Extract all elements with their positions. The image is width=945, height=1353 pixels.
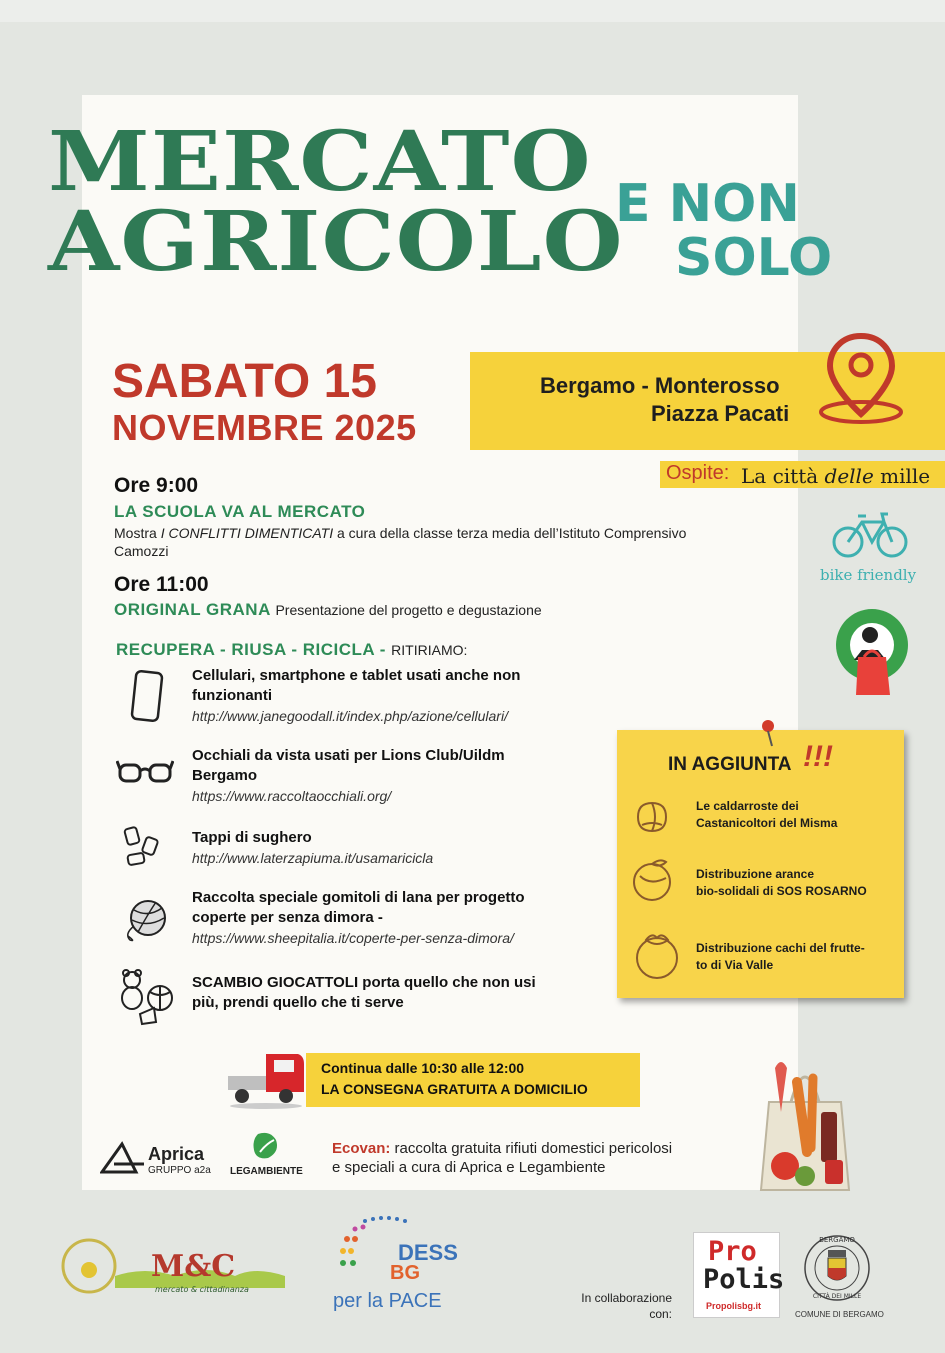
recycle-item-yarn: Raccolta speciale gomitoli di lana per progetto coperte per senza dimora - https://www.sheepitalia.it/coperte-per-senza-dimora/ (192, 889, 525, 946)
persimmon-icon (632, 928, 682, 982)
pushpin-icon (756, 718, 780, 748)
chestnut-icon (632, 797, 674, 835)
phones-link[interactable]: http://www.janegoodall.it/index.php/azione/cellulari/ (192, 708, 508, 724)
event-2-title: ORIGINAL GRANA (114, 600, 271, 619)
aggiunta-item-persimmons: Distribuzione cachi del frutte- to di Via Valle (696, 941, 865, 972)
time-2: Ore 11:00 (114, 573, 209, 596)
ecovan-text: Ecovan: raccolta gratuita rifiuti domestici pericolosi e speciali a cura di Aprica e Legambiente (332, 1140, 673, 1176)
propolis-pro: Pro (708, 1236, 757, 1267)
date-month-year: NOVEMBRE 2025 (112, 407, 417, 448)
title-e-non: E NON (615, 174, 800, 234)
delivery-title: LA CONSEGNA GRATUITA A DOMICILIO (321, 1081, 588, 1097)
smartphone-icon (130, 670, 164, 722)
time-1: Ore 9:00 (114, 474, 199, 497)
location-square: Piazza Pacati (651, 401, 790, 426)
event-1-title: LA SCUOLA VA AL MERCATO (114, 502, 366, 521)
delivery-truck-icon (224, 1046, 308, 1110)
citta-label: CITTÀ DEI MILLE (812, 1293, 862, 1300)
mec-sub: mercato & cittadinanza (155, 1285, 249, 1294)
legambiente-name: LEGAMBIENTE (230, 1166, 303, 1177)
location-city: Bergamo - Monterosso (540, 373, 780, 398)
cork-icon (120, 826, 166, 872)
propolis-url: Propolisbg.it (706, 1301, 761, 1311)
vegetables-bag-icon (755, 1042, 865, 1202)
recycle-item-phones: Cellulari, smartphone e tablet usati anche non funzionanti http://www.janegoodall.it/index.php/azione/cellulari/ (192, 667, 521, 724)
bergamo-label: BERGAMO (819, 1236, 855, 1244)
dess-title: DESS (398, 1240, 458, 1265)
comune-label: COMUNE DI BERGAMO (795, 1310, 884, 1319)
guest-value: La città delle mille (741, 464, 931, 488)
event-2 (114, 600, 542, 620)
delivery-time: Continua dalle 10:30 alle 12:00 (321, 1060, 525, 1076)
bike-friendly-label: bike friendly (820, 566, 917, 584)
mercato-cittadinanza-logo (55, 1236, 290, 1296)
title-solo: SOLO (675, 228, 833, 288)
title-agricolo: AGRICOLO (48, 192, 624, 290)
bergamo-coat-of-arms (800, 1226, 875, 1316)
yarn-ball-icon (118, 896, 170, 944)
orange-icon (630, 856, 680, 904)
recycle-item-corks: Tappi di sughero http://www.laterzapiuma.it/usamaricicla (192, 829, 434, 866)
date-day: SABATO 15 (112, 355, 377, 408)
glasses-link[interactable]: https://www.raccoltaocchiali.org/ (192, 788, 392, 804)
toys-icon (116, 968, 178, 1026)
legambiente-logo (230, 1130, 310, 1178)
corks-link[interactable]: http://www.laterzapiuma.it/usamaricicla (192, 850, 434, 866)
mec-name: M&C (151, 1249, 236, 1284)
guest-label: Ospite: (666, 462, 730, 484)
aggiunta-item-oranges: Distribuzione arance bio-solidali di SOS ROSARNO (696, 867, 867, 898)
map-pin-icon (818, 332, 908, 432)
collaboration-label: In collaborazione con: (581, 1291, 672, 1321)
porta-la-sporta-icon (832, 605, 912, 700)
propolis-polis: Polis (703, 1264, 785, 1295)
title-mercato: MERCATO (48, 112, 592, 210)
recycle-item-glasses: Occhiali da vista usati per Lions Club/Uildm Bergamo https://www.raccoltaocchiali.org/ (192, 747, 505, 804)
aprica-logo (100, 1138, 215, 1178)
event-2-desc: Presentazione del progetto e degustazione (275, 602, 542, 618)
yarn-link[interactable]: https://www.sheepitalia.it/coperte-per-senza-dimora/ (192, 930, 514, 946)
recycle-item-toys: SCAMBIO GIOCATTOLI porta quello che non usi più, prendi quello che ti serve (192, 974, 536, 1011)
in-aggiunta-exclaim: !!! (803, 740, 833, 773)
aggiunta-item-chestnuts: Le caldarroste dei Castanicoltori del Misma (696, 799, 838, 830)
event-1-desc: Mostra I CONFLITTI DIMENTICATI a cura della classe terza media dell’Istituto Comprensivo Camozzi (114, 525, 687, 559)
dess-peace: per la PACE (333, 1290, 442, 1312)
aprica-sub: GRUPPO a2a (148, 1165, 211, 1176)
glasses-icon (116, 755, 174, 787)
in-aggiunta-title: IN AGGIUNTA (668, 754, 792, 775)
bike-icon (830, 510, 910, 560)
recycle-heading: RECUPERA - RIUSA - RICICLA - RITIRIAMO: (116, 640, 468, 659)
dess-bg: BG (390, 1262, 420, 1284)
top-strip (0, 0, 945, 22)
aprica-name: Aprica (148, 1144, 205, 1164)
